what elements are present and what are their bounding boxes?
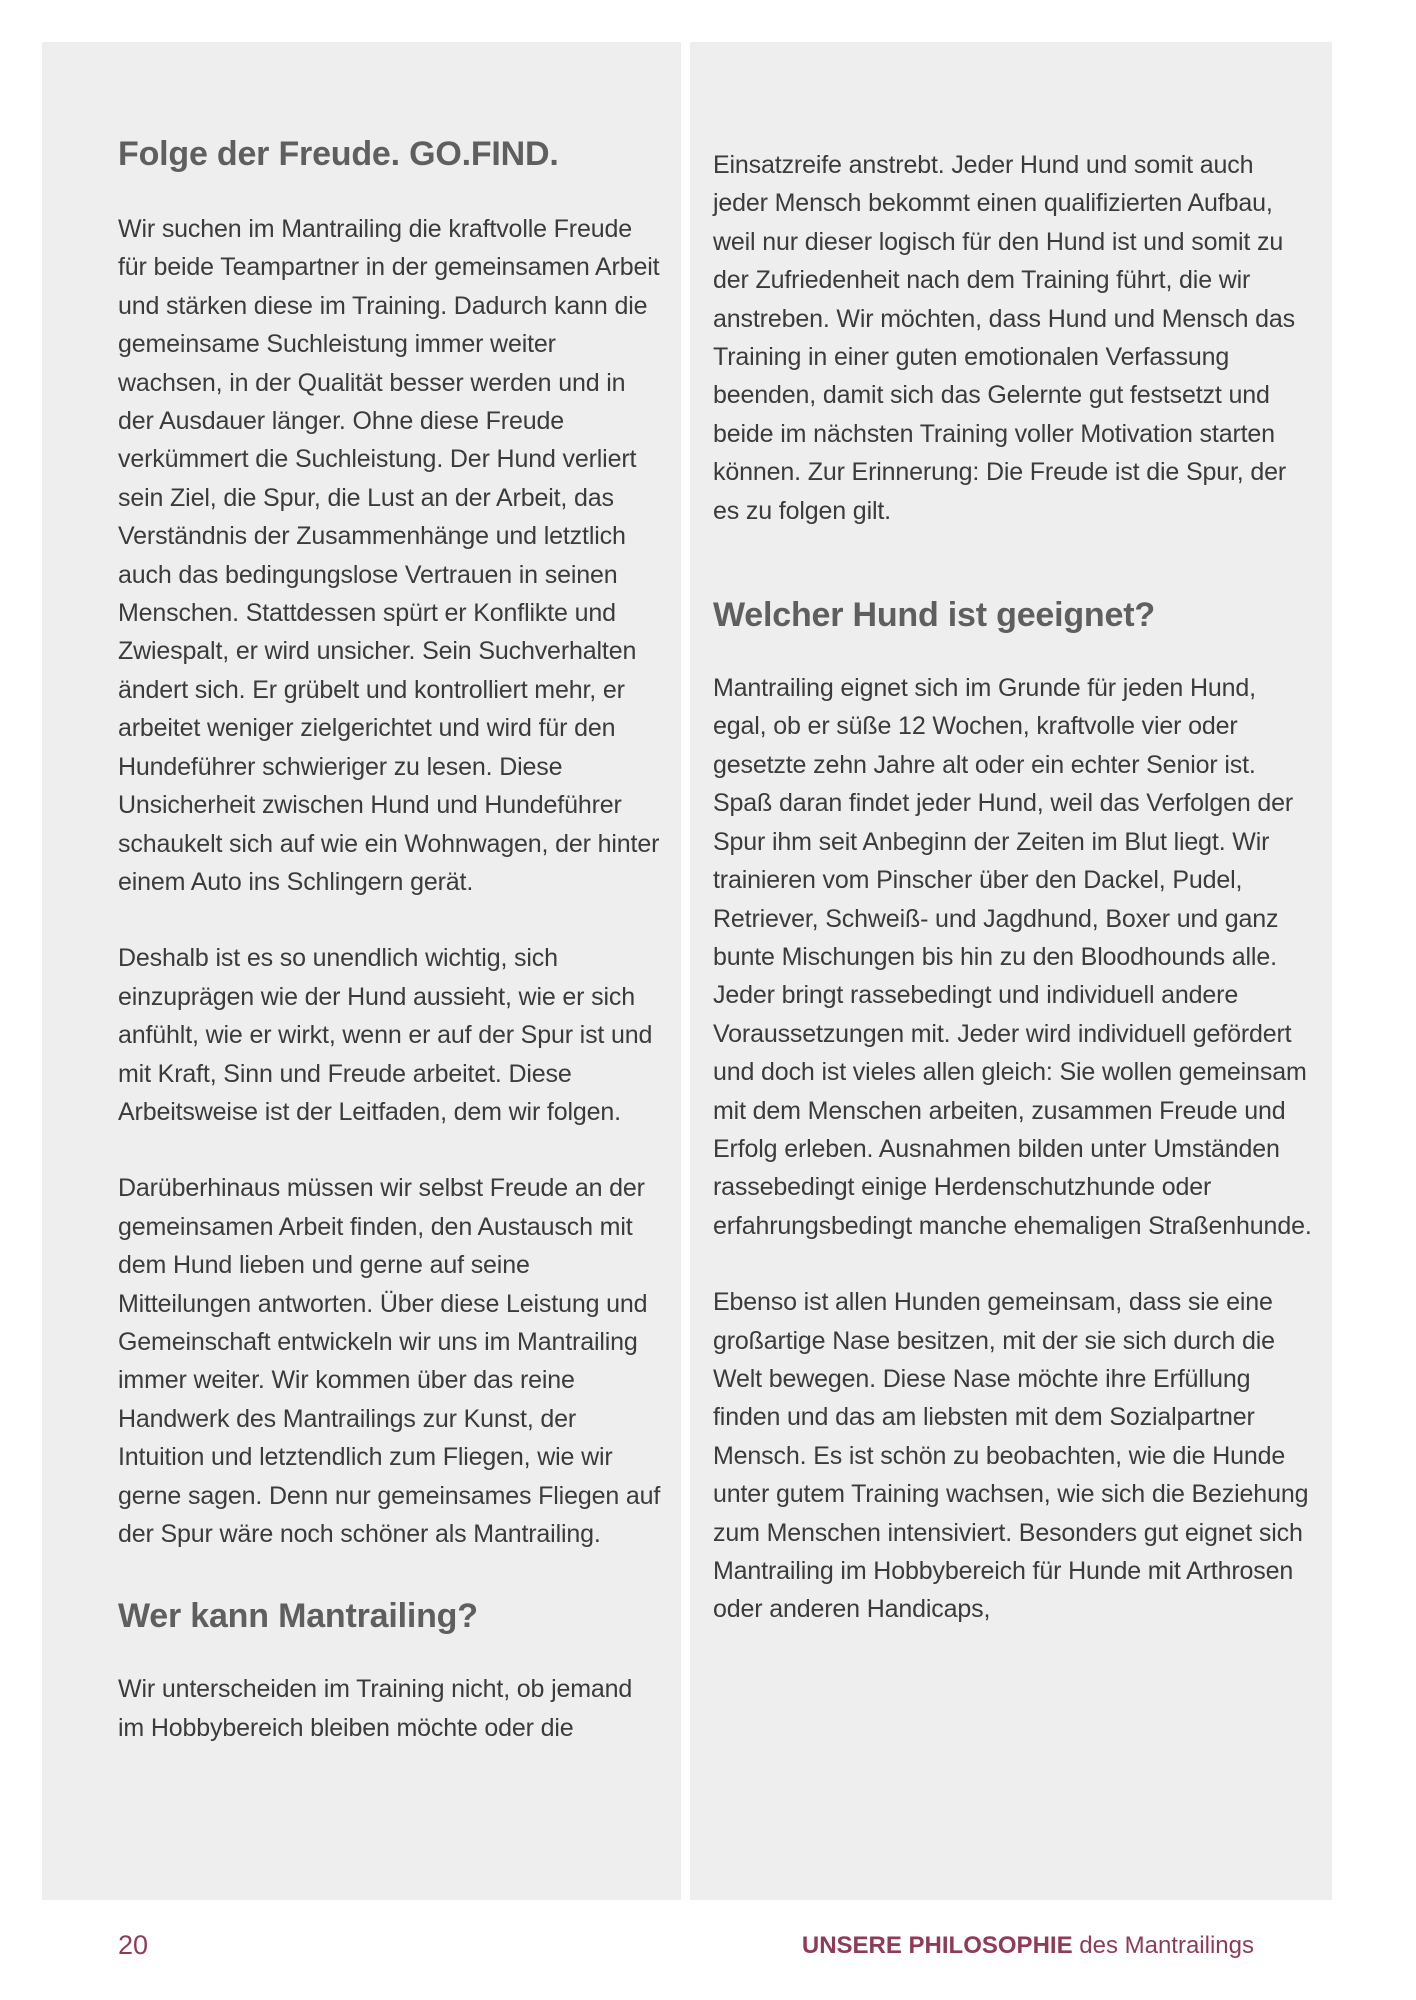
body-paragraph: Wir unterscheiden im Training nicht, ob jemand im Hobbybereich bleiben möchte oder die	[118, 1675, 633, 1742]
footer-section-bold: UNSERE PHILOSOPHIE	[801, 1932, 1073, 1959]
body-paragraph: Wir suchen im Mantrailing die kraftvolle Freude für beide Teampartner in der gemeinsamen Arbeit und stärken diese im Training. Dadurch kann die gemeinsame Suchleistung immer weiter wachsen, in der Qualität besser werden und in der Ausdauer länger. Ohne diese Freude verkümmert die Suchleistung. Der Hund verliert sein Ziel, die Spur, die Lust an der Arbeit, das Verständnis der Zusammenhänge und letztlich auch das bedingungslose Vertrauen in seinen Menschen. Stattdessen spürt er Konflikte und Zwiespalt, er wird unsicher. Sein Suchverhalten ändert sich. Er grübelt und kontrolliert mehr, er arbeitet weniger zielgerichtet und wird für den Hundeführer schwieriger zu lesen. Diese Unsicherheit zwischen Hund und Hundeführer schaukelt sich auf wie ein Wohnwagen, der hinter einem Auto ins Schlingern gerät.	[118, 215, 660, 896]
running-footer-title	[802, 1932, 1254, 1960]
section-heading-wer-kann-mantrailing: Wer kann Mantrailing?	[118, 1597, 478, 1636]
section-heading-folge-der-freude: Folge der Freude. GO.FIND.	[118, 135, 559, 173]
section-heading-welcher-hund: Welcher Hund ist geeignet?	[713, 596, 1155, 635]
right-column	[690, 42, 1332, 1900]
footer-section-rest: des Mantrailings	[1072, 1932, 1254, 1959]
body-paragraph: Ebenso ist allen Hunden gemeinsam, dass sie eine großartige Nase besitzen, mit der sie sich durch die Welt bewegen. Diese Nase möchte ihre Erfüllung finden und das am liebsten mit dem Sozialpartner Mensch. Es ist schön zu beobachten, wie die Hunde unter gutem Training wachsen, wie sich die Beziehung zum Menschen intensiviert. Besonders gut eignet sich Mantrailing im Hobbybereich für Hunde mit Arthrosen oder anderen Handicaps,	[713, 1288, 1309, 1624]
body-paragraph: Mantrailing eignet sich im Grunde für jeden Hund, egal, ob er süße 12 Wochen, kraftvolle vier oder gesetzte zehn Jahre alt oder ein echter Senior ist. Spaß daran findet jeder Hund, weil das Verfolgen der Spur ihm seit Anbeginn der Zeiten im Blut liegt. Wir trainieren vom Pinscher über den Dackel, Pudel, Retriever, Schweiß- und Jagdhund, Boxer und ganz bunte Mischungen bis hin zu den Bloodhounds alle. Jeder bringt rassebedingt und individuell andere Voraussetzungen mit. Jeder wird individuell gefördert und doch ist vieles allen gleich: Sie wollen gemeinsam mit dem Menschen arbeiten, zusammen Freude und Erfolg erleben. Ausnahmen bilden unter Umständen rassebedingt einige Herdenschutzhunde oder erfahrungsbedingt manche ehemaligen Straßenhunde.	[713, 674, 1312, 1240]
left-column	[42, 42, 681, 1900]
body-paragraph: Deshalb ist es so unendlich wichtig, sich einzuprägen wie der Hund aussieht, wie er sich anfühlt, wie er wirkt, wenn er auf der Spur ist und mit Kraft, Sinn und Freude arbeitet. Diese Arbeitsweise ist der Leitfaden, dem wir folgen.	[118, 944, 653, 1126]
body-paragraph: Darüberhinaus müssen wir selbst Freude an der gemeinsamen Arbeit finden, den Austausch mit dem Hund lieben und gerne auf seine Mitteilungen antworten. Über diese Leistung und Gemeinschaft entwickeln wir uns im Mantrailing immer weiter. Wir kommen über das reine Handwerk des Mantrailings zur Kunst, der Intuition und letztendlich zum Fliegen, wie wir gerne sagen. Denn nur gemeinsames Fliegen auf der Spur wäre noch schöner als Mantrailing.	[118, 1174, 661, 1548]
body-paragraph: Einsatzreife anstrebt. Jeder Hund und somit auch jeder Mensch bekommt einen qualifizierten Aufbau, weil nur dieser logisch für den Hund ist und somit zu der Zufriedenheit nach dem Training führt, die wir anstreben. Wir möchten, dass Hund und Mensch das Training in einer guten emotionalen Verfassung beenden, damit sich das Gelernte gut festsetzt und beide im nächsten Training voller Motivation starten können. Zur Erinnerung: Die Freude ist die Spur, der es zu folgen gilt.	[713, 151, 1295, 525]
page-number: 20	[118, 1930, 149, 1960]
